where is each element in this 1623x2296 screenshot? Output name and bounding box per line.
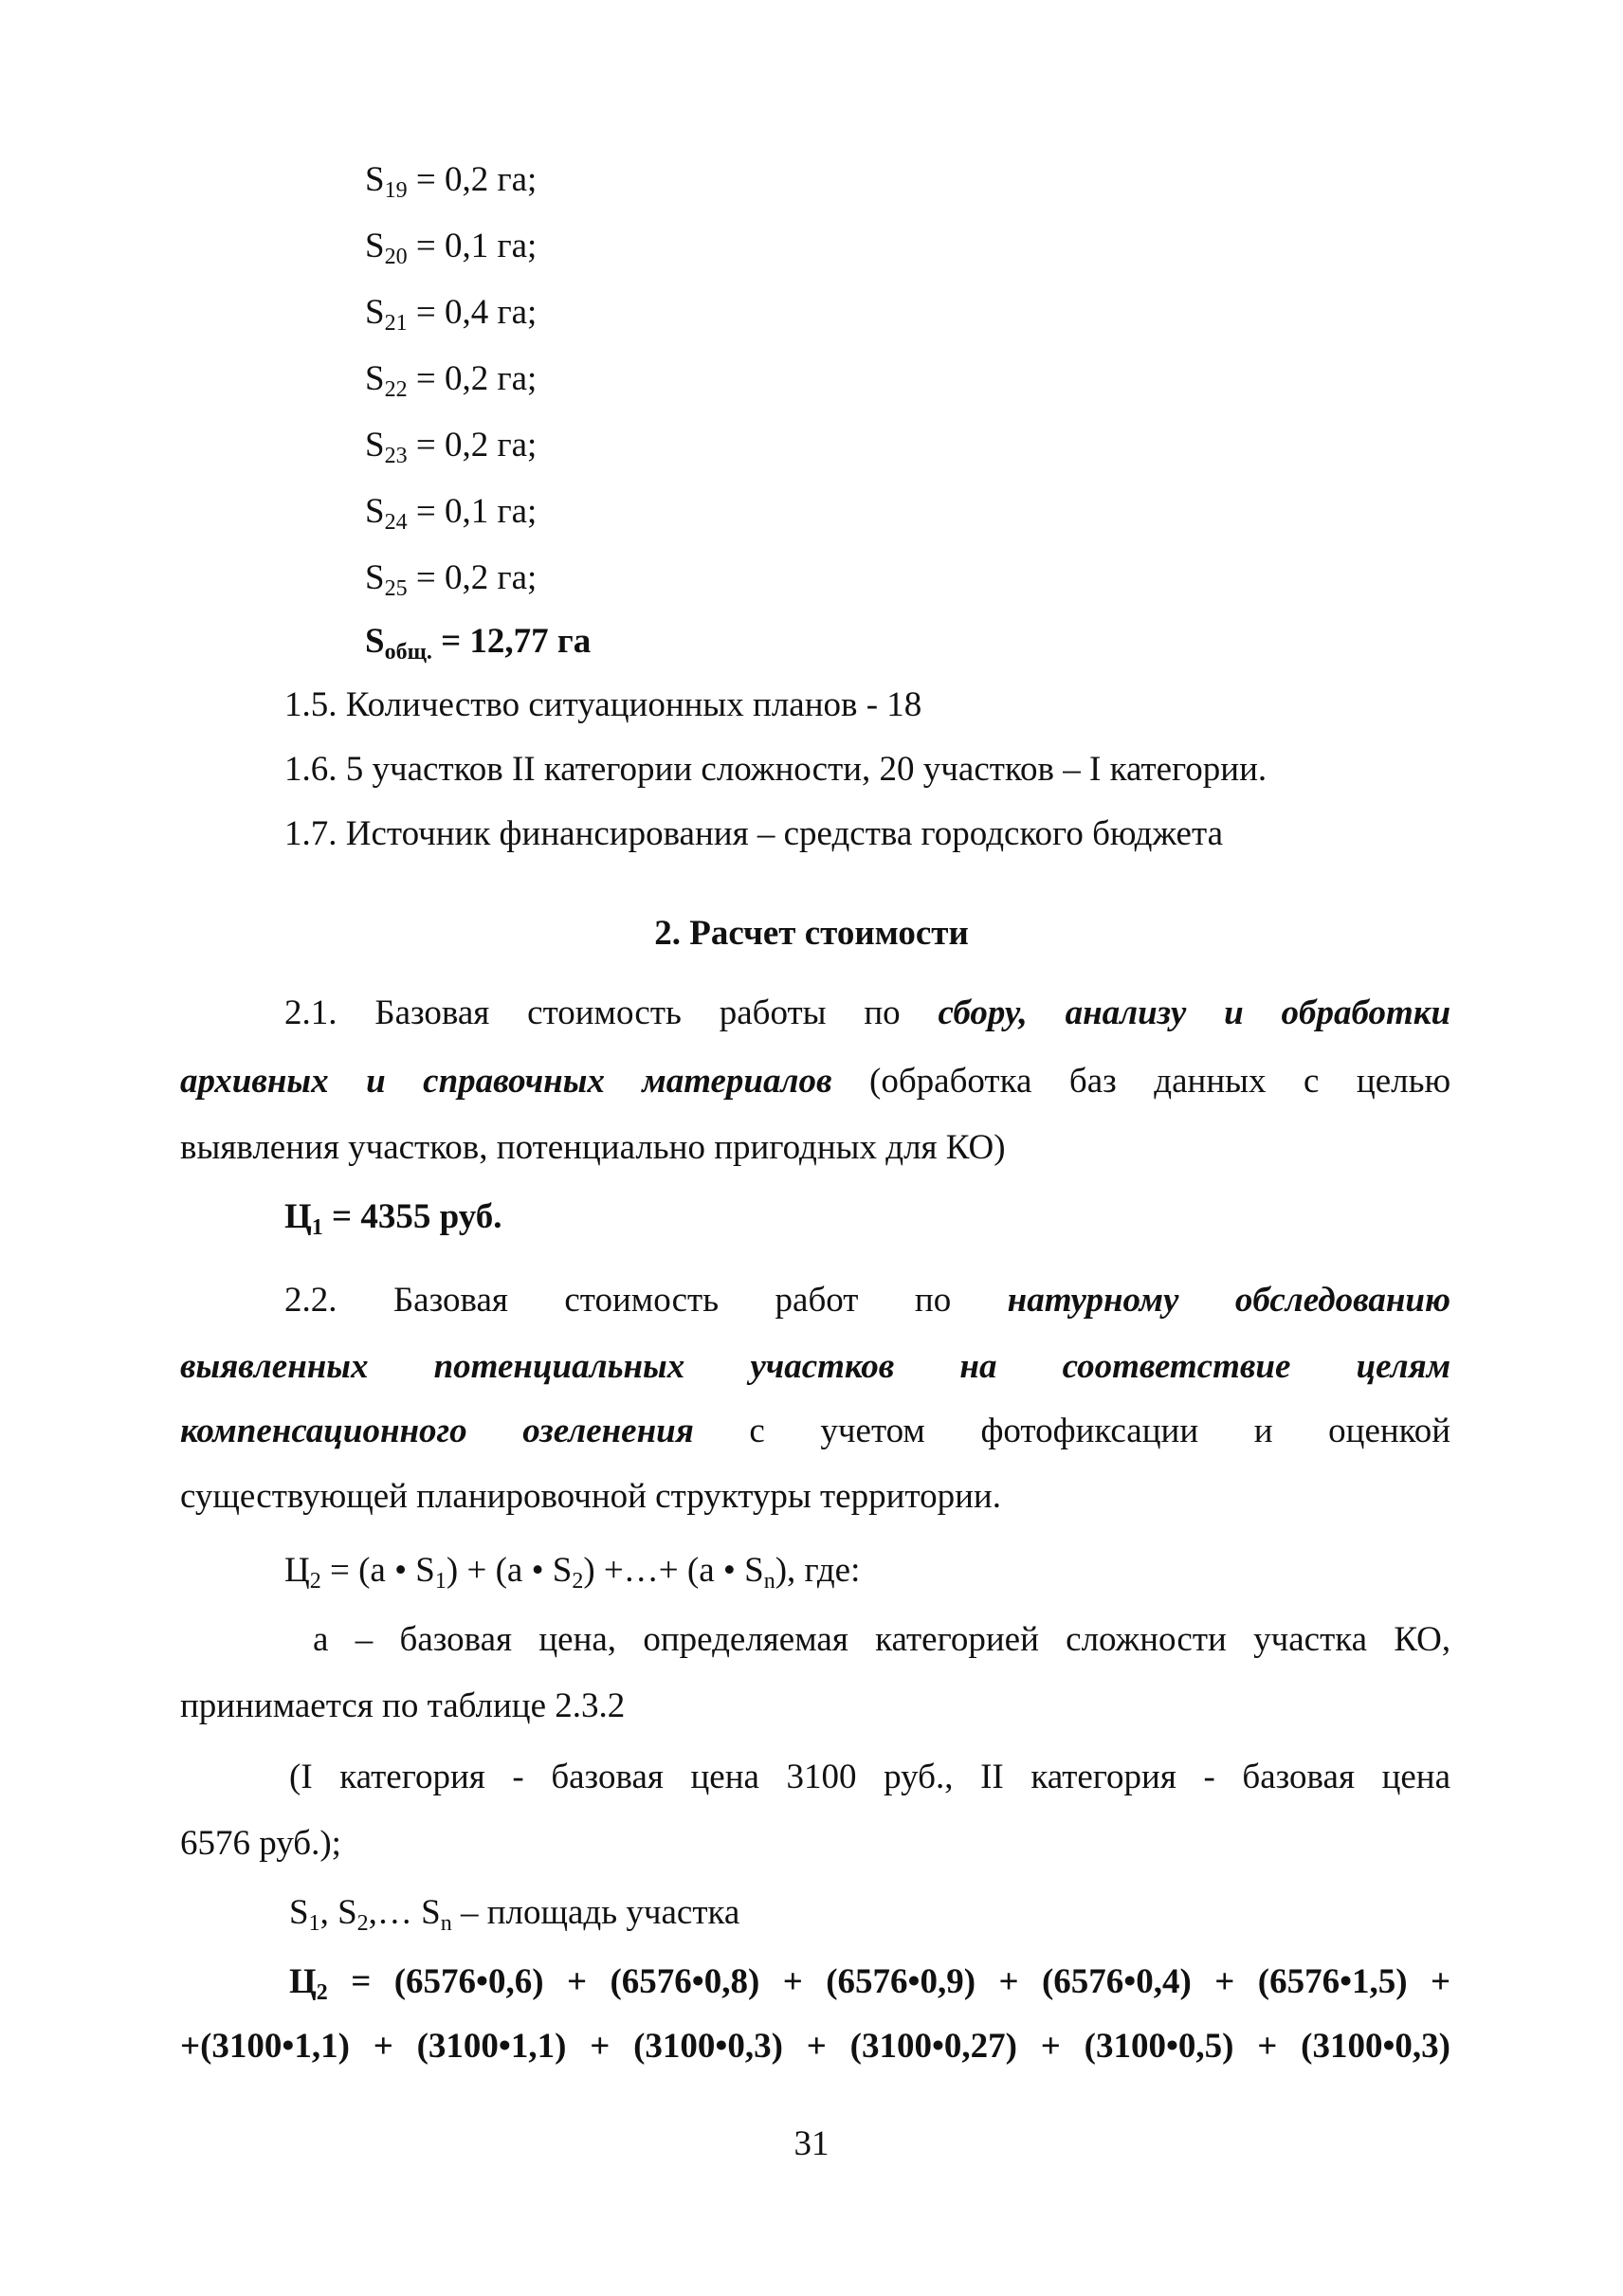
paragraph-2-2-line-2: выявленных потенциальных участков на соответствие целям: [180, 1347, 1451, 1386]
area-line: $S_{25} = 0,2$ га;: [365, 558, 538, 601]
paragraph-2-1-line-1: 2.1. Базовая стоимость работы по сбору, анализу и обработки: [284, 993, 1451, 1032]
area-line: $S_{19} = 0,2$ га;: [365, 160, 538, 203]
price-note-line-2: 6576 руб.);: [180, 1824, 341, 1863]
page-number: 31: [793, 2124, 830, 2163]
definition-s: $S_1$, $S_2,\dots$ $S_n$ – площадь участка: [289, 1893, 740, 1936]
section-heading: 2. Расчет стоимости: [654, 914, 969, 953]
cost-c1: $Ц_1 = 4355$ руб.: [284, 1197, 502, 1240]
area-line: $S_{24} = 0,1$ га;: [365, 492, 538, 535]
paragraph-2-2-line-4: существующей планировочной структуры территории.: [180, 1477, 1001, 1516]
paragraph-2-2-line-1: 2.2. Базовая стоимость работ по натурному обследованию: [284, 1281, 1450, 1320]
item-1-5: 1.5. Количество ситуационных планов - 18: [284, 685, 922, 724]
area-total: $S_{общ.} = 12,77$ га: [365, 622, 592, 665]
area-line: $S_{22} = 0,2$ га;: [365, 359, 538, 402]
item-1-7: 1.7. Источник финансирования – средства городского бюджета: [284, 814, 1224, 853]
calculation-line-1: $Ц_2$ = (6576•0,6) + (6576•0,8) + (6576•0,9) + (6576•0,4) + (6576•1,5) +: [289, 1962, 1451, 2005]
paragraph-2-1-line-2: архивных и справочных материалов (обработка баз данных с целью: [180, 1062, 1451, 1101]
definition-a-line-2: принимается по таблице 2.3.2: [180, 1686, 626, 1725]
paragraph-2-2-line-3: компенсационного озеленения с учетом фотофиксации и оценкой: [180, 1412, 1451, 1450]
definition-a-line-1: a – базовая цена, определяемая категорией сложности участка КО,: [313, 1620, 1451, 1659]
area-line: $S_{21} = 0,4$ га;: [365, 293, 538, 336]
item-1-6: 1.6. 5 участков II категории сложности, 20 участков – I категории.: [284, 750, 1267, 789]
area-line: $S_{20} = 0,1$ га;: [365, 227, 538, 269]
calculation-line-2: +(3100•1,1) + (3100•1,1) + (3100•0,3) + (3100•0,27) + (3100•0,5) + (3100•0,3): [180, 2027, 1451, 2066]
price-note-line-1: (I категория - базовая цена 3100 руб., II категория - базовая цена: [289, 1758, 1451, 1796]
area-line: $S_{23} = 0,2$ га;: [365, 426, 538, 468]
formula-c2: $Ц_2 = (a$ • $S_1) + (a$ • $S_2$) +…+ (a • $S_n$), где:: [284, 1551, 861, 1594]
paragraph-2-1-line-3: выявления участков, потенциально пригодных для КО): [180, 1128, 1006, 1167]
